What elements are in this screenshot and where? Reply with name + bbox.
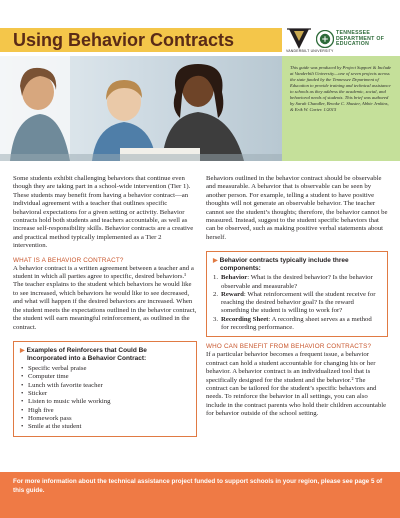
item-term: Reward	[221, 290, 244, 298]
tn-line-3: EDUCATION	[336, 41, 370, 48]
list-item	[213, 274, 381, 291]
what-paragraph: A behavior contract is a written agreement between a teacher and a student in which all parties agree to specific, desired behaviors.¹ The teacher explains to the student which behaviors he would like to see increased, which behaviors he would like to see decreased, and what will happen if the desired behaviors are increased. When the student meets the expectations outlined in the behavior contract, the student will earn meaningful reinforcement, as outlined in the contract.	[13, 264, 197, 331]
list-item: • Smile at the student	[20, 423, 190, 431]
components-heading-line1: Behavior contracts typically include three	[219, 257, 349, 265]
right-column	[206, 175, 388, 419]
tn-line-2: DEPARTMENT OF	[336, 35, 385, 42]
hero-photo	[0, 56, 282, 161]
reinforcers-list	[20, 365, 190, 432]
intro-paragraph: Some students exhibit challenging behaviors that continue even though they are taking part in a school-wide intervention (Tier 1). These students may benefit from having a behavior contract—an individual agreement with a teacher that outlines specific behavioral expectations for a given setting or activity. Behavior contracts hold both students and teachers accountable, as well as increase self-responsibility skills. Behavior contracts are a creative and practical method typically implemented as a Tier 2 intervention.	[13, 175, 194, 250]
reinforcers-heading-line1: Examples of Reinforcers that Could Be	[26, 346, 147, 354]
list-item: • Specific verbal praise	[20, 365, 190, 373]
item-term: Recording Sheet	[221, 315, 269, 323]
item-text: : What reinforcement will the student receive for reaching the desired behavior goal? Is the reward something the student is willing to work for?	[221, 290, 376, 315]
footer-text: For more information about the technical assistance project funded to support schools in your region, please see page 5 of this guide.	[13, 478, 383, 494]
footer-banner	[0, 472, 400, 518]
list-item: • Lunch with favorite teacher	[20, 382, 190, 390]
item-text: : What is the desired behavior? Is the behavior observable and measurable?	[221, 274, 373, 290]
page-title: Using Behavior Contracts	[13, 30, 235, 50]
list-item: • Homework pass	[20, 415, 190, 423]
components-box	[206, 251, 388, 337]
list-item	[213, 316, 381, 333]
tn-line-1: TENNESSEE	[336, 30, 371, 36]
reinforcers-box-heading	[20, 347, 190, 363]
list-item: • Listen to music while working	[20, 398, 190, 406]
item-text: : A recording sheet serves as a method for recording performance.	[221, 315, 372, 332]
list-item	[213, 291, 381, 316]
components-heading-line2: components:	[220, 265, 261, 273]
sidebar-credit-box	[282, 56, 400, 161]
reinforcers-heading-line2: Incorporated into a Behavior Contract:	[27, 354, 147, 362]
observable-paragraph: Behaviors outlined in the behavior contract should be observable and measurable. A behavior that is observable can be seen by another person. For example, telling a student to have positive thoughts will not generate an observable behavior. The teacher cannot see the student’s thoughts; therefore, the behavior cannot be measured. Instead, suggest to the student specific behaviors that can be observed, such as making positive verbal statements about herself.	[206, 175, 388, 241]
item-number: 1.	[213, 274, 219, 282]
vanderbilt-logo-text: VANDERBILT UNIVERSITY	[286, 49, 334, 53]
vanderbilt-logo-icon	[286, 28, 312, 50]
what-heading: WHAT IS A BEHAVIOR CONTRACT?	[13, 256, 124, 264]
left-column	[13, 175, 197, 437]
item-number: 2.	[213, 290, 219, 298]
who-paragraph: If a particular behavior becomes a frequent issue, a behavior contract can hold a student accountable for changing his or her behavior. A behavior contract is an individualized tool that is specifically designed for the student and the behavior.² The contract can be tailored for the student’s specific behaviors and needs. To reinforce the behavior in all settings, you can also include in the contract parents who hold their children accountable for behavior outside of the school setting.	[206, 351, 387, 418]
list-item: • Computer time	[20, 373, 190, 381]
arrow-icon: ▶	[20, 347, 25, 354]
components-box-heading	[213, 257, 381, 273]
tennessee-seal-icon	[316, 30, 334, 48]
item-term: Behavior	[221, 274, 248, 282]
sidebar-credit-text: This guide was produced by Project Support & Include at Vanderbilt University—one of seven projects across the state funded by the Tennessee Department of Education to provide training and technical assistance to schools as they address the academic, social, and behavioral needs of students. This brief was authored by Sarah Chandler, Brooke C. Shuster, Abbie Jenkins, & Erik W. Carter. 1/2015	[290, 65, 392, 112]
list-item: • Sticker	[20, 390, 190, 398]
reinforcers-box	[13, 341, 197, 437]
item-number: 3.	[213, 315, 219, 323]
list-item: • High five	[20, 407, 190, 415]
page-header	[0, 0, 400, 56]
who-heading: WHO CAN BENEFIT FROM BEHAVIOR CONTRACTS?	[206, 343, 372, 351]
components-list	[213, 274, 381, 332]
tennessee-department-text	[336, 31, 384, 48]
arrow-icon: ▶	[213, 258, 218, 265]
